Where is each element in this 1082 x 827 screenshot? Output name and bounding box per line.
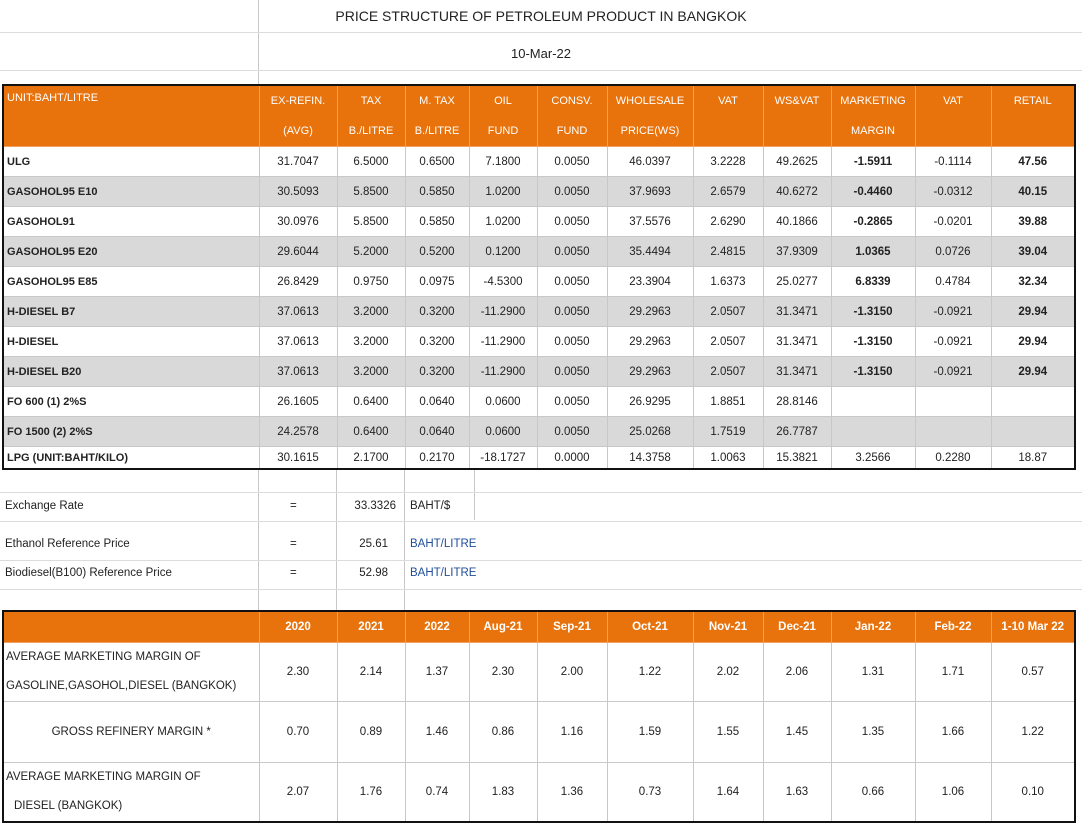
table-cell: 2.4815 [693, 237, 763, 267]
margin-value: 1.64 [693, 763, 763, 823]
table-cell: 0.3200 [405, 327, 469, 357]
margin-label-line: GASOLINE,GASOHOL,DIESEL (BANGKOK) [6, 680, 237, 692]
table-row [3, 447, 1075, 470]
margin-label-line: GROSS REFINERY MARGIN * [51, 725, 211, 738]
table-cell: 25.0268 [607, 417, 693, 447]
table-cell: 30.0976 [259, 207, 337, 237]
margin-value: 0.73 [607, 763, 693, 823]
table-cell: 0.0975 [405, 267, 469, 297]
table-cell: 5.8500 [337, 207, 405, 237]
ethanol-price-unit: BAHT/LITRE [410, 538, 477, 550]
table-cell: 0.0050 [537, 237, 607, 267]
table-cell: 40.6272 [763, 177, 831, 207]
table-cell: 1.0063 [693, 447, 763, 470]
table-cell: -1.3150 [831, 327, 915, 357]
product-name: LPG (UNIT:BAHT/KILO) [3, 447, 259, 470]
table-cell: 2.6579 [693, 177, 763, 207]
table-cell: 49.2625 [763, 147, 831, 177]
product-name: GASOHOL95 E10 [3, 177, 259, 207]
table-cell: 0.0050 [537, 177, 607, 207]
margin-value: 0.66 [831, 763, 915, 823]
column-header-line [994, 116, 1073, 146]
table-cell: 0.0050 [537, 147, 607, 177]
column-header-line: M. TAX [419, 95, 455, 107]
margin-value: 2.30 [469, 643, 537, 702]
column-header [915, 85, 991, 147]
margin-row [3, 643, 1075, 702]
table-cell: -0.1114 [915, 147, 991, 177]
period-header: Dec-21 [763, 611, 831, 643]
table-cell: 40.1866 [763, 207, 831, 237]
table-cell: 2.1700 [337, 447, 405, 470]
table-cell [991, 387, 1075, 417]
margin-value: 1.31 [831, 643, 915, 702]
table-cell [915, 387, 991, 417]
table-cell: -18.1727 [469, 447, 537, 470]
table-cell: -1.3150 [831, 357, 915, 387]
table-cell: 31.3471 [763, 297, 831, 327]
table-cell: 26.1605 [259, 387, 337, 417]
column-header-line: VAT [943, 95, 963, 107]
biodiesel-price-unit: BAHT/LITRE [410, 567, 477, 579]
grid-line [0, 32, 1082, 33]
product-name: FO 600 (1) 2%S [3, 387, 259, 417]
product-name: GASOHOL95 E20 [3, 237, 259, 267]
column-header-line: MARKETING [840, 95, 906, 107]
margin-value: 1.35 [831, 702, 915, 763]
table-row [3, 297, 1075, 327]
table-cell: 0.2280 [915, 447, 991, 470]
column-header-line: VAT [718, 95, 738, 107]
margin-value: 1.71 [915, 643, 991, 702]
table-cell: 30.1615 [259, 447, 337, 470]
margin-value: 1.36 [537, 763, 607, 823]
table-cell: 0.1200 [469, 237, 537, 267]
margin-value: 1.46 [405, 702, 469, 763]
column-header [405, 85, 469, 147]
exchange-rate-unit: BAHT/$ [410, 500, 451, 512]
table-cell: 0.0050 [537, 327, 607, 357]
table-cell [831, 387, 915, 417]
column-header-line: RETAIL [1013, 95, 1052, 107]
table-row [3, 417, 1075, 447]
table-cell: 23.3904 [607, 267, 693, 297]
column-header [831, 85, 915, 147]
table-cell: -11.2900 [469, 357, 537, 387]
margin-row-label [3, 763, 259, 823]
column-header-line: WHOLESALE [615, 95, 685, 107]
margin-value: 1.37 [405, 643, 469, 702]
exchange-rate-value: 33.3326 [354, 500, 396, 512]
margin-label-line: AVERAGE MARKETING MARGIN OF [6, 651, 201, 663]
period-header: Oct-21 [607, 611, 693, 643]
table-cell: 26.9295 [607, 387, 693, 417]
table-cell: 0.0000 [537, 447, 607, 470]
grid-line [474, 470, 475, 520]
table-cell: 25.0277 [763, 267, 831, 297]
grid-line [0, 560, 1082, 561]
product-name: FO 1500 (2) 2%S [3, 417, 259, 447]
margin-value: 1.55 [693, 702, 763, 763]
grid-line [0, 492, 1082, 493]
table-cell: 29.2963 [607, 327, 693, 357]
table-cell: 40.15 [991, 177, 1075, 207]
table-header-row [3, 85, 1075, 147]
table-cell: 29.94 [991, 327, 1075, 357]
margin-label-line: DIESEL (BANGKOK) [14, 800, 123, 812]
column-header-line: MARGIN [851, 125, 895, 137]
column-header [537, 85, 607, 147]
margin-value: 0.10 [991, 763, 1075, 823]
table-cell: 3.2000 [337, 357, 405, 387]
margin-value: 0.57 [991, 643, 1075, 702]
margin-label-line: AVERAGE MARKETING MARGIN OF [6, 771, 201, 783]
table-cell: 0.9750 [337, 267, 405, 297]
table-cell: 1.0200 [469, 177, 537, 207]
table-cell: -0.0312 [915, 177, 991, 207]
table-cell: 0.3200 [405, 297, 469, 327]
table-row [3, 387, 1075, 417]
grid-line [258, 0, 259, 84]
price-structure-table [2, 84, 1076, 470]
table-cell: 2.0507 [693, 297, 763, 327]
table-cell: 5.2000 [337, 237, 405, 267]
table-cell: 26.8429 [259, 267, 337, 297]
table-cell: -0.0921 [915, 357, 991, 387]
column-header [607, 85, 693, 147]
table-cell: 26.7787 [763, 417, 831, 447]
table-cell: 7.1800 [469, 147, 537, 177]
report-date: 10-Mar-22 [511, 46, 571, 61]
margin-value: 2.06 [763, 643, 831, 702]
table-cell: 37.9693 [607, 177, 693, 207]
column-header-line [696, 116, 761, 146]
table-cell: 0.0050 [537, 267, 607, 297]
table-cell: -11.2900 [469, 327, 537, 357]
table-cell: 32.34 [991, 267, 1075, 297]
ethanol-price-value: 25.61 [359, 538, 388, 550]
margin-value: 1.76 [337, 763, 405, 823]
column-header-line: B./LITRE [414, 125, 460, 137]
exchange-rate-eq: = [290, 500, 297, 512]
biodiesel-price-value: 52.98 [359, 567, 388, 579]
table-cell: 47.56 [991, 147, 1075, 177]
table-cell: 0.0640 [405, 417, 469, 447]
table-cell [831, 417, 915, 447]
table-cell [915, 417, 991, 447]
margin-row-label [3, 702, 259, 763]
biodiesel-price-label: Biodiesel(B100) Reference Price [5, 567, 172, 579]
table-cell: 1.6373 [693, 267, 763, 297]
table-cell: 37.0613 [259, 297, 337, 327]
margin-value: 1.22 [991, 702, 1075, 763]
table-cell: 39.88 [991, 207, 1075, 237]
column-header-line [918, 116, 989, 146]
margin-row-label [3, 643, 259, 702]
product-name: ULG [3, 147, 259, 177]
column-header-line: EX-REFIN. [270, 95, 326, 107]
table-cell: 29.6044 [259, 237, 337, 267]
column-header-line [766, 116, 829, 146]
table-row [3, 177, 1075, 207]
table-cell: -11.2900 [469, 297, 537, 327]
column-header-line: CONSV. [551, 95, 593, 107]
margin-value: 0.89 [337, 702, 405, 763]
table-cell: 0.0050 [537, 417, 607, 447]
product-name: GASOHOL91 [3, 207, 259, 237]
margin-row [3, 702, 1075, 763]
margin-value: 2.07 [259, 763, 337, 823]
margin-value: 0.74 [405, 763, 469, 823]
table-row [3, 267, 1075, 297]
table-cell: -0.4460 [831, 177, 915, 207]
table-cell: 30.5093 [259, 177, 337, 207]
table-cell: 37.9309 [763, 237, 831, 267]
ethanol-price-eq: = [290, 538, 297, 550]
table-cell: 24.2578 [259, 417, 337, 447]
table-cell: 46.0397 [607, 147, 693, 177]
column-header-line: TAX [360, 95, 382, 107]
table-cell: 28.8146 [763, 387, 831, 417]
table-row [3, 357, 1075, 387]
table-cell: -0.0921 [915, 297, 991, 327]
table-cell: -0.2865 [831, 207, 915, 237]
table-cell: 0.5850 [405, 207, 469, 237]
margin-value: 2.14 [337, 643, 405, 702]
column-header [763, 85, 831, 147]
exchange-rate-label: Exchange Rate [5, 500, 84, 512]
product-name: H-DIESEL [3, 327, 259, 357]
period-header: Sep-21 [537, 611, 607, 643]
period-header: Jan-22 [831, 611, 915, 643]
table-cell: -1.5911 [831, 147, 915, 177]
table-cell: 37.0613 [259, 357, 337, 387]
column-header-line: FUND [487, 125, 519, 137]
margin-value: 1.22 [607, 643, 693, 702]
table-row [3, 207, 1075, 237]
column-header-line: OIL [494, 95, 512, 107]
margin-value: 1.06 [915, 763, 991, 823]
grid-line [0, 589, 1082, 590]
table-cell: 1.8851 [693, 387, 763, 417]
margin-value: 1.83 [469, 763, 537, 823]
table-cell: 0.0050 [537, 357, 607, 387]
period-header: Aug-21 [469, 611, 537, 643]
column-header-line: FUND [556, 125, 588, 137]
table-cell: 0.5200 [405, 237, 469, 267]
product-name: GASOHOL95 E85 [3, 267, 259, 297]
table-cell: 3.2000 [337, 297, 405, 327]
table-cell: 3.2566 [831, 447, 915, 470]
table-cell: 0.0050 [537, 387, 607, 417]
period-header: 2021 [337, 611, 405, 643]
column-header [693, 85, 763, 147]
margin-row [3, 763, 1075, 823]
column-header-line: B./LITRE [348, 125, 394, 137]
table-cell: 0.0050 [537, 297, 607, 327]
table-cell: 37.5576 [607, 207, 693, 237]
column-header [469, 85, 537, 147]
table-cell: 29.94 [991, 357, 1075, 387]
table-cell: 0.0600 [469, 417, 537, 447]
table-cell: 0.6400 [337, 387, 405, 417]
margin-value: 1.59 [607, 702, 693, 763]
period-header: 2020 [259, 611, 337, 643]
margin-value: 1.63 [763, 763, 831, 823]
column-header [337, 85, 405, 147]
table-cell: 15.3821 [763, 447, 831, 470]
column-header-line: WS&VAT [774, 95, 820, 107]
table-cell: 39.04 [991, 237, 1075, 267]
column-header [991, 85, 1075, 147]
period-header: Feb-22 [915, 611, 991, 643]
table-cell: 1.0365 [831, 237, 915, 267]
table-cell: 2.6290 [693, 207, 763, 237]
margin-value: 1.16 [537, 702, 607, 763]
column-header [259, 85, 337, 147]
table-cell: 0.6400 [337, 417, 405, 447]
table-row [3, 237, 1075, 267]
table-cell: 0.5850 [405, 177, 469, 207]
margin-value: 0.86 [469, 702, 537, 763]
product-name: H-DIESEL B7 [3, 297, 259, 327]
grid-line [0, 70, 1082, 71]
unit-label: UNIT:BAHT/LITRE [3, 85, 259, 147]
table-cell: 0.3200 [405, 357, 469, 387]
margin-value: 0.70 [259, 702, 337, 763]
table-cell: -0.0921 [915, 327, 991, 357]
grid-line [0, 521, 1082, 522]
table-row [3, 147, 1075, 177]
period-header: 2022 [405, 611, 469, 643]
margin-value: 1.45 [763, 702, 831, 763]
table-cell: -1.3150 [831, 297, 915, 327]
column-header-line: (AVG) [283, 125, 313, 137]
table-cell: 0.0640 [405, 387, 469, 417]
table-cell: 0.0600 [469, 387, 537, 417]
product-name: H-DIESEL B20 [3, 357, 259, 387]
margin-value: 2.02 [693, 643, 763, 702]
page-title: PRICE STRUCTURE OF PETROLEUM PRODUCT IN BANGKOK [335, 8, 747, 24]
ethanol-price-label: Ethanol Reference Price [5, 538, 130, 550]
margin-value: 2.00 [537, 643, 607, 702]
table-cell: 29.94 [991, 297, 1075, 327]
table-cell: 0.6500 [405, 147, 469, 177]
marketing-margin-table [2, 610, 1076, 823]
table-cell: 31.3471 [763, 357, 831, 387]
table-cell: -4.5300 [469, 267, 537, 297]
table-cell: 1.0200 [469, 207, 537, 237]
table-cell: 14.3758 [607, 447, 693, 470]
table-cell: 3.2000 [337, 327, 405, 357]
table-cell: 5.8500 [337, 177, 405, 207]
table-cell: 29.2963 [607, 357, 693, 387]
table-row [3, 327, 1075, 357]
table-cell: 2.0507 [693, 357, 763, 387]
table-cell: 37.0613 [259, 327, 337, 357]
table-cell: 6.8339 [831, 267, 915, 297]
period-header: 1-10 Mar 22 [991, 611, 1075, 643]
margin-value: 1.66 [915, 702, 991, 763]
table-cell: 1.7519 [693, 417, 763, 447]
table-cell: 29.2963 [607, 297, 693, 327]
table-cell: 6.5000 [337, 147, 405, 177]
period-header-row [3, 611, 1075, 643]
table-cell: 31.7047 [259, 147, 337, 177]
period-header: Nov-21 [693, 611, 763, 643]
period-header-blank [3, 611, 259, 643]
biodiesel-price-eq: = [290, 567, 297, 579]
table-cell: -0.0201 [915, 207, 991, 237]
table-cell: 31.3471 [763, 327, 831, 357]
table-cell: 0.4784 [915, 267, 991, 297]
margin-value: 2.30 [259, 643, 337, 702]
table-cell: 0.2170 [405, 447, 469, 470]
column-header-line: PRICE(WS) [620, 125, 680, 137]
table-cell: 2.0507 [693, 327, 763, 357]
table-cell: 35.4494 [607, 237, 693, 267]
table-cell: 0.0050 [537, 207, 607, 237]
table-cell: 3.2228 [693, 147, 763, 177]
table-cell: 0.0726 [915, 237, 991, 267]
table-cell [991, 417, 1075, 447]
table-cell: 18.87 [991, 447, 1075, 470]
